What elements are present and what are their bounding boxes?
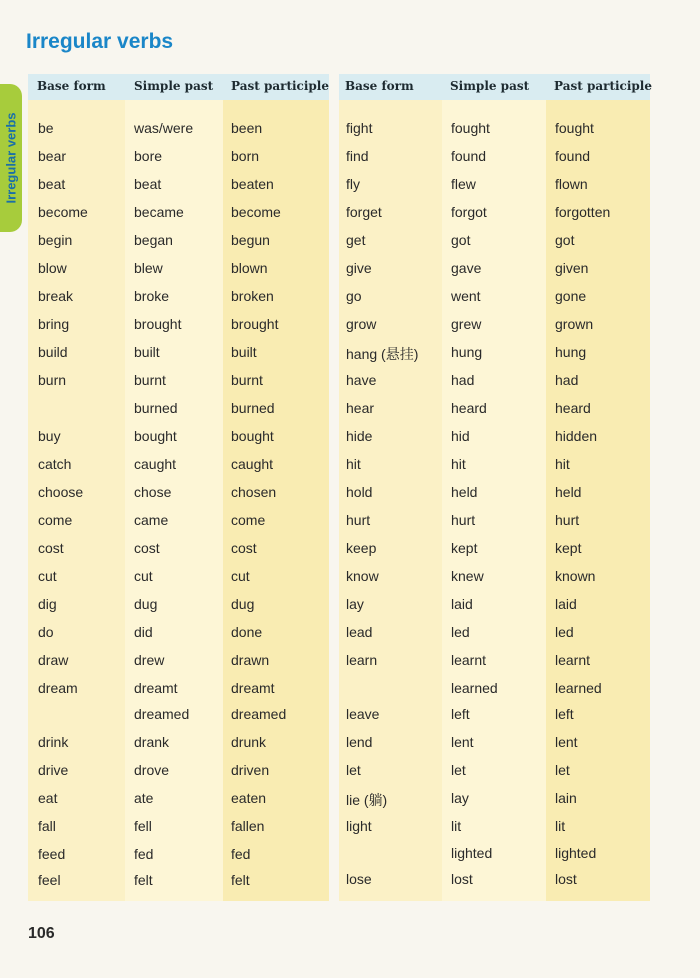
cell-simple-past: hung [451,344,483,360]
cell-past-participle: let [555,762,570,778]
cell-past-participle: hidden [555,428,598,444]
cell-past-participle: hit [555,456,570,472]
cell-simple-past: bore [134,148,163,164]
cell-past-participle: blown [231,260,268,276]
cell-past-participle: learnt [555,652,591,668]
cell-simple-past: blew [134,260,163,276]
cell-simple-past: began [134,232,173,248]
cell-base-form: come [38,512,73,528]
cell-past-participle: hung [555,344,587,360]
cell-base-form: break [38,288,74,304]
cell-simple-past: led [451,624,470,640]
cell-simple-past: dug [134,596,158,612]
cell-past-participle: lit [555,818,566,834]
cell-past-participle: drunk [231,734,267,750]
cell-simple-past: lighted [451,845,493,861]
cell-base-form: cut [38,568,57,584]
cell-past-participle: bought [231,428,274,444]
cell-past-participle: dug [231,596,255,612]
cell-past-participle: dreamt [231,680,275,696]
cell-past-participle: eaten [231,790,267,806]
cell-simple-past: chose [134,484,172,500]
cell-simple-past: cost [134,540,160,556]
cell-base-form: let [346,762,361,778]
cell-past-participle: fed [231,846,251,862]
cell-base-form: hide [346,428,373,444]
cell-base-form: bear [38,148,67,164]
cell-base-form: begin [38,232,73,248]
cell-simple-past: fed [134,846,154,862]
cell-base-form: find [346,148,369,164]
cell-base-form: cost [38,540,64,556]
cell-simple-past: lit [451,818,462,834]
cell-past-participle: drawn [231,652,270,668]
cell-past-participle: lost [555,871,577,887]
cell-base-form: have [346,372,377,388]
cell-simple-past: drove [134,762,170,778]
cell-base-form: learn [346,652,378,668]
cell-past-participle: grown [555,316,594,332]
cell-base-form: eat [38,790,58,806]
cell-simple-past: got [451,232,471,248]
cell-past-participle: left [555,706,574,722]
cell-base-form: hurt [346,512,371,528]
cell-past-participle: beaten [231,176,274,192]
cell-simple-past: built [134,344,160,360]
page-number: 106 [28,925,55,942]
cell-base-form: draw [38,652,69,668]
cell-simple-past: went [451,288,481,304]
cell-simple-past: caught [134,456,177,472]
cell-simple-past: drank [134,734,170,750]
cell-past-participle: had [555,372,579,388]
cell-simple-past: dreamt [134,680,178,696]
table-header [339,74,650,100]
cell-base-form: blow [38,260,67,276]
cell-base-form: fly [346,176,360,192]
cell-past-participle: come [231,512,266,528]
cell-base-form: dream [38,680,78,696]
cell-base-form: lead [346,624,373,640]
cell-past-participle: led [555,624,574,640]
cell-base-form: burn [38,372,67,388]
cell-simple-past: found [451,148,487,164]
cell-simple-past: gave [451,260,482,276]
cell-simple-past: lay [451,790,469,806]
cell-past-participle: lain [555,790,577,806]
cell-base-form: know [346,568,379,584]
cell-base-form: lend [346,734,373,750]
cell-base-form: get [346,232,366,248]
cell-past-participle: found [555,148,591,164]
cell-base-form: choose [38,484,84,500]
cell-simple-past: lent [451,734,474,750]
cell-simple-past: beat [134,176,162,192]
cell-base-form: be [38,120,54,136]
cell-base-form: buy [38,428,61,444]
cell-past-participle: hurt [555,512,580,528]
cell-base-form: light [346,818,372,834]
cell-base-form: drink [38,734,69,750]
cell-simple-past: learnt [451,652,487,668]
cell-past-participle: burned [231,400,275,416]
cell-simple-past: did [134,624,153,640]
header-past-participle: Past participle [554,79,652,93]
cell-simple-past: knew [451,568,484,584]
cell-past-participle: broken [231,288,274,304]
cell-base-form: fall [38,818,56,834]
cell-past-participle: begun [231,232,270,248]
cell-base-form: hold [346,484,373,500]
cell-past-participle: learned [555,680,602,696]
side-tab [0,84,22,232]
cell-simple-past: forgot [451,204,487,220]
cell-base-form: bring [38,316,70,332]
cell-base-form: do [38,624,54,640]
cell-simple-past: fought [451,120,490,136]
cell-base-form: leave [346,706,380,722]
cell-base-form: grow [346,316,377,332]
cell-base-form: give [346,260,372,276]
cell-base-form: beat [38,176,66,192]
cell-base-form: become [38,204,88,220]
cell-past-participle: got [555,232,575,248]
cell-past-participle: born [231,148,260,164]
cell-simple-past: brought [134,316,182,332]
cell-base-form: hit [346,456,361,472]
cell-past-participle: cost [231,540,257,556]
cell-simple-past: hit [451,456,466,472]
cell-past-participle: fallen [231,818,265,834]
cell-past-participle: cut [231,568,250,584]
cell-past-participle: laid [555,596,577,612]
cell-past-participle: become [231,204,281,220]
page-title: Irregular verbs [26,30,174,53]
cell-simple-past: burned [134,400,178,416]
cell-base-form: hang (悬挂) [346,346,419,362]
cell-past-participle: caught [231,456,274,472]
cell-simple-past: flew [451,176,476,192]
cell-simple-past: let [451,762,466,778]
cell-simple-past: cut [134,568,153,584]
cell-simple-past: lost [451,871,473,887]
cell-simple-past: came [134,512,169,528]
header-past-participle: Past participle [231,79,329,93]
cell-past-participle: gone [555,288,587,304]
cell-past-participle: lent [555,734,578,750]
verb-table-left [28,74,329,901]
cell-past-participle: given [555,260,589,276]
cell-base-form: dig [38,596,57,612]
cell-base-form: go [346,288,362,304]
cell-simple-past: ate [134,790,154,806]
cell-past-participle: fought [555,120,594,136]
header-base-form: Base form [37,79,106,93]
cell-simple-past: hid [451,428,470,444]
cell-simple-past: learned [451,680,498,696]
cell-base-form: lie (躺) [346,792,388,808]
cell-past-participle: dreamed [231,706,287,722]
cell-simple-past: bought [134,428,177,444]
cell-past-participle: built [231,344,257,360]
cell-simple-past: hurt [451,512,476,528]
cell-past-participle: flown [555,176,588,192]
cell-simple-past: broke [134,288,170,304]
cell-base-form: drive [38,762,69,778]
cell-base-form: fight [346,120,373,136]
cell-past-participle: held [555,484,582,500]
cell-base-form: catch [38,456,72,472]
cell-simple-past: fell [134,818,152,834]
cell-simple-past: heard [451,400,487,416]
cell-past-participle: burnt [231,372,263,388]
table-header [28,74,329,100]
cell-past-participle: brought [231,316,279,332]
cell-base-form: lose [346,871,372,887]
cell-simple-past: held [451,484,478,500]
cell-simple-past: grew [451,316,482,332]
cell-past-participle: known [555,568,596,584]
cell-simple-past: left [451,706,470,722]
cell-base-form: forget [346,204,382,220]
cell-base-form: feel [38,872,61,888]
header-simple-past: Simple past [450,79,530,93]
cell-past-participle: lighted [555,845,597,861]
cell-simple-past: became [134,204,184,220]
cell-simple-past: kept [451,540,478,556]
cell-past-participle: chosen [231,484,277,500]
cell-past-participle: felt [231,872,250,888]
cell-past-participle: forgotten [555,204,611,220]
cell-simple-past: burnt [134,372,166,388]
cell-past-participle: been [231,120,263,136]
cell-base-form: feed [38,846,66,862]
header-simple-past: Simple past [134,79,214,93]
cell-past-participle: kept [555,540,582,556]
header-base-form: Base form [345,79,414,93]
cell-simple-past: dreamed [134,706,190,722]
cell-simple-past: was/were [134,120,194,136]
cell-base-form: lay [346,596,364,612]
cell-base-form: keep [346,540,377,556]
cell-simple-past: laid [451,596,473,612]
cell-base-form: hear [346,400,375,416]
cell-simple-past: had [451,372,475,388]
cell-past-participle: done [231,624,263,640]
cell-simple-past: felt [134,872,153,888]
cell-base-form: build [38,344,68,360]
cell-past-participle: driven [231,762,270,778]
verb-table-right [339,74,650,901]
cell-simple-past: drew [134,652,165,668]
side-tab-label: Irregular verbs [3,112,19,204]
cell-past-participle: heard [555,400,591,416]
